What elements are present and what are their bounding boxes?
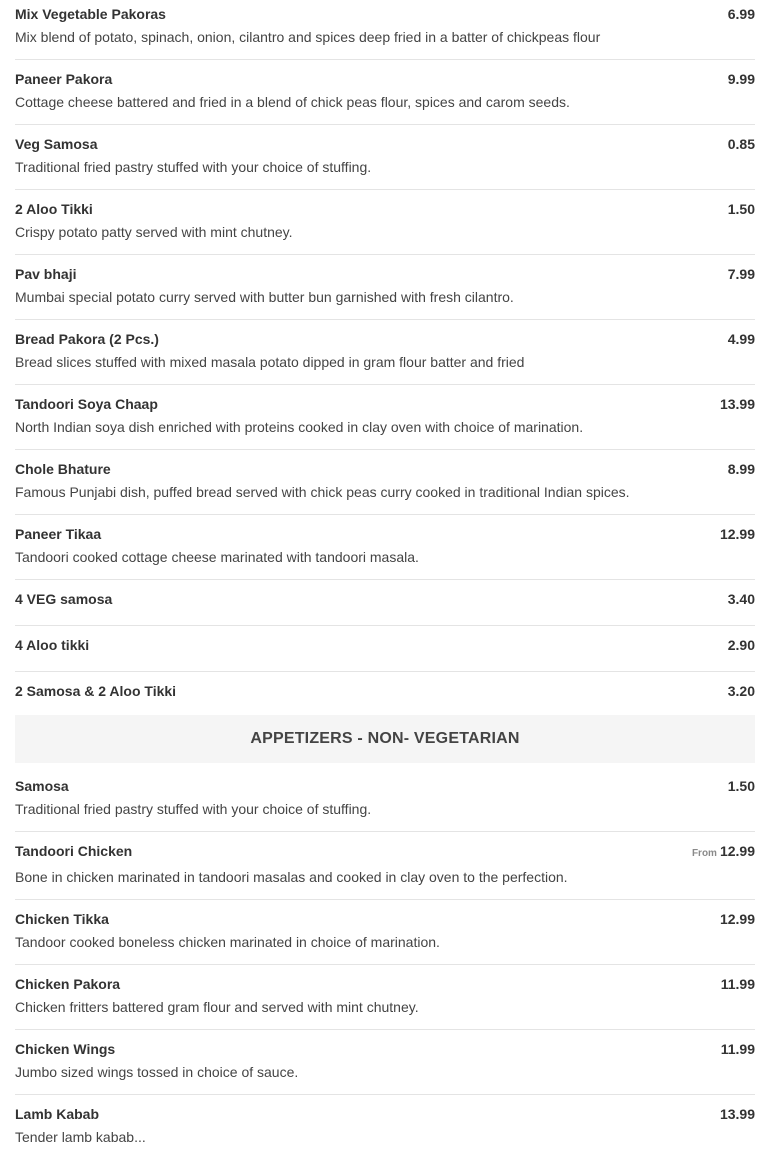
item-name: 2 Aloo Tikki <box>15 201 93 217</box>
item-price: 11.99 <box>720 976 755 992</box>
menu-item[interactable] <box>15 1030 755 1095</box>
menu-item[interactable] <box>15 320 755 385</box>
from-label: From <box>691 848 717 859</box>
menu-item[interactable] <box>15 0 755 60</box>
item-description: Tandoor cooked boneless chicken marinated in choice of marination. <box>15 934 440 950</box>
section-header: APPETIZERS - NON- VEGETARIAN <box>15 715 755 763</box>
item-description: Crispy potato patty served with mint chutney. <box>15 224 293 240</box>
item-price: 0.85 <box>727 136 755 152</box>
item-price: 12.99 <box>719 911 755 927</box>
item-name: Samosa <box>15 778 69 794</box>
menu-item[interactable] <box>15 515 755 580</box>
item-description: Traditional fried pastry stuffed with your choice of stuffing. <box>15 159 372 175</box>
item-price: 13.99 <box>719 396 755 412</box>
item-description: North Indian soya dish enriched with proteins cooked in clay oven with choice of marination. <box>15 419 584 435</box>
item-description: Jumbo sized wings tossed in choice of sauce. <box>15 1064 299 1080</box>
item-price: 1.50 <box>727 201 755 217</box>
menu-item[interactable] <box>15 190 755 255</box>
item-name: 4 Aloo tikki <box>15 637 90 653</box>
item-name: Mix Vegetable Pakoras <box>15 6 166 22</box>
menu-item[interactable] <box>15 125 755 190</box>
menu-item[interactable] <box>15 580 755 626</box>
item-price: 8.99 <box>727 461 755 477</box>
item-price: 12.99 <box>719 843 755 859</box>
menu-item[interactable] <box>15 385 755 450</box>
menu-item[interactable] <box>15 767 755 832</box>
item-description: Chicken fritters battered gram flour and served with mint chutney. <box>15 999 419 1015</box>
item-name: Tandoori Chicken <box>15 843 133 859</box>
item-name: Chicken Wings <box>15 1041 116 1057</box>
menu-item[interactable] <box>15 832 755 900</box>
item-price: 9.99 <box>727 71 755 87</box>
item-price: 3.40 <box>727 591 755 607</box>
item-price: 7.99 <box>727 266 755 282</box>
item-name: Veg Samosa <box>15 136 98 152</box>
item-name: Lamb Kabab <box>15 1106 100 1122</box>
menu-item[interactable] <box>15 255 755 320</box>
item-description: Bone in chicken marinated in tandoori masalas and cooked in clay oven to the perfection. <box>15 869 568 885</box>
item-description: Traditional fried pastry stuffed with your choice of stuffing. <box>15 801 372 817</box>
item-description: Famous Punjabi dish, puffed bread served with chick peas curry cooked in traditional Indian spices. <box>15 484 630 500</box>
item-name: Pav bhaji <box>15 266 77 282</box>
item-price: 3.20 <box>727 683 755 699</box>
item-description: Mumbai special potato curry served with butter bun garnished with fresh cilantro. <box>15 289 514 305</box>
menu-item[interactable] <box>15 450 755 515</box>
item-name: 4 VEG samosa <box>15 591 113 607</box>
menu-list <box>15 0 755 1159</box>
menu-item[interactable] <box>15 672 755 706</box>
item-description: Tandoori cooked cottage cheese marinated with tandoori masala. <box>15 549 419 565</box>
item-description: Mix blend of potato, spinach, onion, cilantro and spices deep fried in a batter of chickpeas flour <box>15 29 601 45</box>
item-name: Tandoori Soya Chaap <box>15 396 158 412</box>
item-description: Bread slices stuffed with mixed masala potato dipped in gram flour batter and fried <box>15 354 525 370</box>
menu-item[interactable] <box>15 626 755 672</box>
menu-item[interactable] <box>15 900 755 965</box>
item-price-group <box>692 842 755 863</box>
item-name: Chicken Pakora <box>15 976 121 992</box>
item-description: Cottage cheese battered and fried in a blend of chick peas flour, spices and carom seeds. <box>15 94 570 110</box>
item-price: 4.99 <box>727 331 755 347</box>
item-name: Paneer Pakora <box>15 71 113 87</box>
item-price: 13.99 <box>719 1106 755 1122</box>
item-name: Bread Pakora (2 Pcs.) <box>15 331 159 347</box>
menu-item[interactable] <box>15 965 755 1030</box>
item-price: 1.50 <box>727 778 755 794</box>
item-price: 11.99 <box>720 1041 755 1057</box>
menu-item[interactable] <box>15 60 755 125</box>
item-price: 6.99 <box>727 6 755 22</box>
item-price: 12.99 <box>719 526 755 542</box>
item-name: Paneer Tikaa <box>15 526 102 542</box>
menu-item[interactable] <box>15 1095 755 1159</box>
item-description: Tender lamb kabab... <box>15 1129 146 1145</box>
item-name: Chicken Tikka <box>15 911 109 927</box>
item-name: Chole Bhature <box>15 461 111 477</box>
item-price: 2.90 <box>727 637 755 653</box>
item-name: 2 Samosa & 2 Aloo Tikki <box>15 683 177 699</box>
